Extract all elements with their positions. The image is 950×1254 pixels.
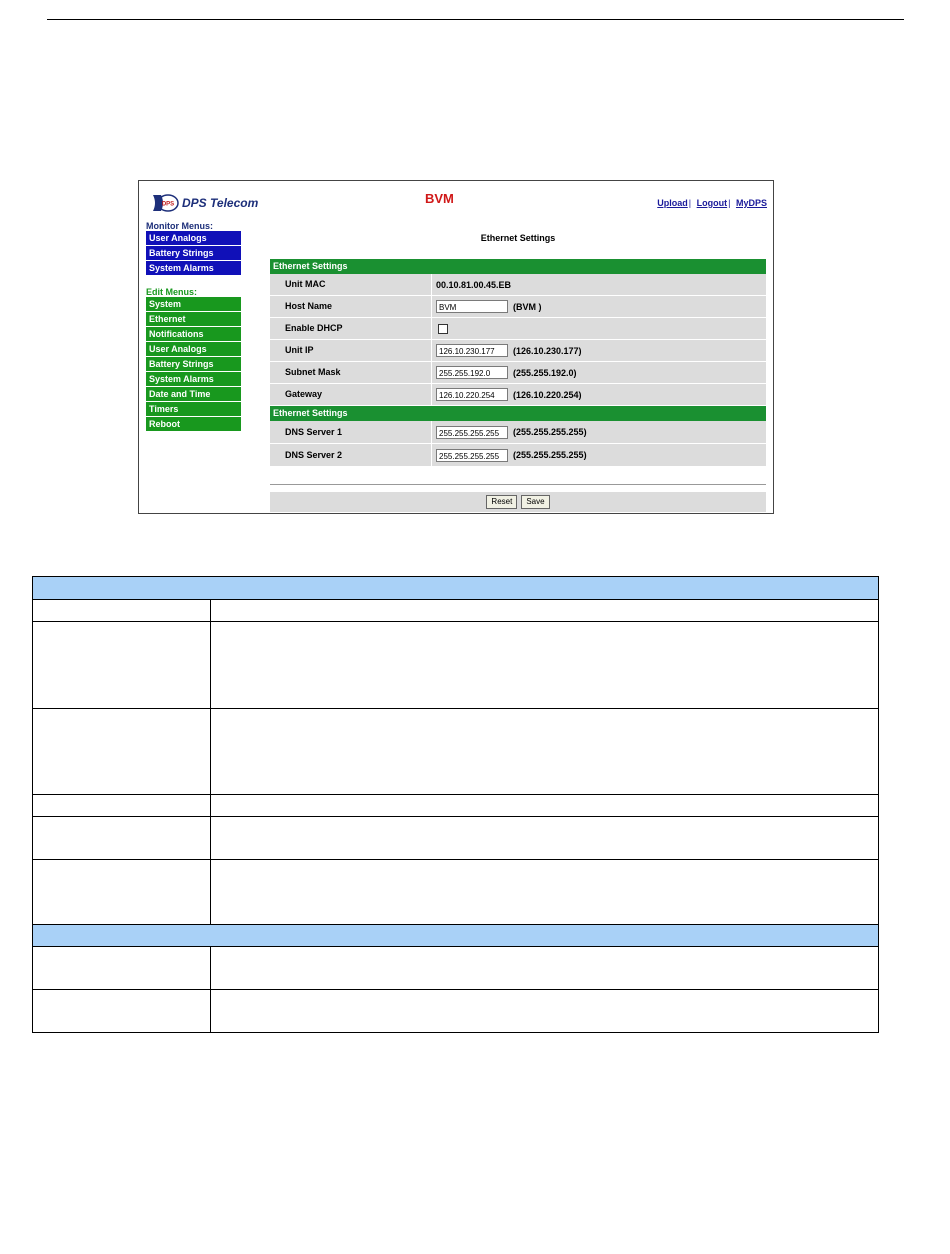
- monitor-menu-heading: Monitor Menus:: [146, 221, 213, 231]
- link-separator: |: [728, 198, 731, 208]
- unit-ip-input[interactable]: 126.10.230.177: [436, 344, 508, 357]
- unit-name-title: BVM: [425, 191, 454, 206]
- unit-mac-value: 00.10.81.00.45.EB: [436, 279, 512, 290]
- edit-menu-item-system-alarms[interactable]: System Alarms: [146, 372, 241, 386]
- edit-menu-heading: Edit Menus:: [146, 287, 197, 297]
- unit-ip-current: (126.10.230.177): [513, 345, 582, 356]
- table-row: [33, 817, 878, 860]
- gateway-row: [270, 384, 766, 406]
- panel-title: Ethernet Settings: [480, 233, 556, 243]
- host-name-row: [270, 296, 766, 318]
- dns-server-1-row: [270, 421, 766, 444]
- edit-menu-item-timers[interactable]: Timers: [146, 402, 241, 416]
- host-name-label: Host Name: [270, 296, 432, 317]
- dps-logo-icon: [151, 193, 179, 213]
- dns-server-2-label: DNS Server 2: [270, 444, 432, 466]
- edit-menu-item-battery-strings[interactable]: Battery Strings: [146, 357, 241, 371]
- page-top-rule: [47, 19, 904, 20]
- monitor-menu-item-system-alarms[interactable]: System Alarms: [146, 261, 241, 275]
- enable-dhcp-row: [270, 318, 766, 340]
- table-row: [33, 709, 878, 795]
- link-separator: |: [688, 198, 692, 208]
- subnet-mask-label: Subnet Mask: [270, 362, 432, 383]
- form-divider: [270, 484, 766, 485]
- dns-server-2-input[interactable]: 255.255.255.255: [436, 449, 508, 462]
- table-row: [33, 860, 878, 925]
- dns-server-2-current: (255.255.255.255): [513, 450, 587, 460]
- table-section-header: [33, 925, 878, 947]
- dns-server-2-row: [270, 444, 766, 467]
- reset-button[interactable]: Reset: [486, 495, 517, 509]
- subnet-mask-row: [270, 362, 766, 384]
- gateway-input[interactable]: 126.10.220.254: [436, 388, 508, 401]
- unit-ip-row: [270, 340, 766, 362]
- company-name: DPS Telecom: [182, 196, 259, 210]
- ethernet-settings-screenshot: [138, 180, 774, 514]
- table-row: [33, 622, 878, 709]
- dns-server-1-label: DNS Server 1: [270, 421, 432, 443]
- edit-menu-item-user-analogs[interactable]: User Analogs: [146, 342, 241, 356]
- edit-menu-item-ethernet[interactable]: Ethernet: [146, 312, 241, 326]
- save-button[interactable]: Save: [521, 495, 549, 509]
- dns-server-1-input[interactable]: 255.255.255.255: [436, 426, 508, 439]
- unit-ip-label: Unit IP: [270, 340, 432, 361]
- ethernet-settings-form: [270, 259, 766, 512]
- table-section-header: [33, 577, 878, 600]
- unit-mac-row: [270, 274, 766, 296]
- upload-link[interactable]: Upload: [657, 198, 688, 208]
- edit-menu-item-reboot[interactable]: Reboot: [146, 417, 241, 431]
- edit-menu-item-system[interactable]: System: [146, 297, 241, 311]
- settings-description-table: [32, 576, 879, 1033]
- subnet-mask-input[interactable]: 255.255.192.0: [436, 366, 508, 379]
- subnet-mask-current: (255.255.192.0): [513, 367, 577, 378]
- table-row: [33, 990, 878, 1032]
- section-header-dns: Ethernet Settings: [270, 406, 766, 421]
- gateway-label: Gateway: [270, 384, 432, 405]
- company-logo: [151, 193, 258, 213]
- enable-dhcp-label: Enable DHCP: [270, 318, 432, 339]
- form-button-bar: [270, 492, 766, 512]
- edit-menu: [146, 297, 241, 432]
- dns-server-1-current: (255.255.255.255): [513, 427, 587, 437]
- enable-dhcp-checkbox[interactable]: [438, 324, 448, 334]
- table-row: [33, 795, 878, 817]
- section-header-ethernet: Ethernet Settings: [270, 259, 766, 274]
- host-name-current: (BVM ): [513, 301, 542, 312]
- unit-mac-label: Unit MAC: [270, 274, 432, 295]
- edit-menu-item-notifications[interactable]: Notifications: [146, 327, 241, 341]
- table-row: [33, 600, 878, 622]
- logout-link[interactable]: Logout: [696, 198, 728, 208]
- table-row: [33, 947, 878, 990]
- gateway-current: (126.10.220.254): [513, 389, 582, 400]
- mydps-link[interactable]: MyDPS: [735, 198, 767, 208]
- edit-menu-item-date-and-time[interactable]: Date and Time: [146, 387, 241, 401]
- monitor-menu-item-battery-strings[interactable]: Battery Strings: [146, 246, 241, 260]
- monitor-menu: [146, 231, 241, 276]
- top-links: [657, 198, 767, 208]
- svg-text:DPS: DPS: [161, 201, 175, 208]
- monitor-menu-item-user-analogs[interactable]: User Analogs: [146, 231, 241, 245]
- host-name-input[interactable]: BVM: [436, 300, 508, 313]
